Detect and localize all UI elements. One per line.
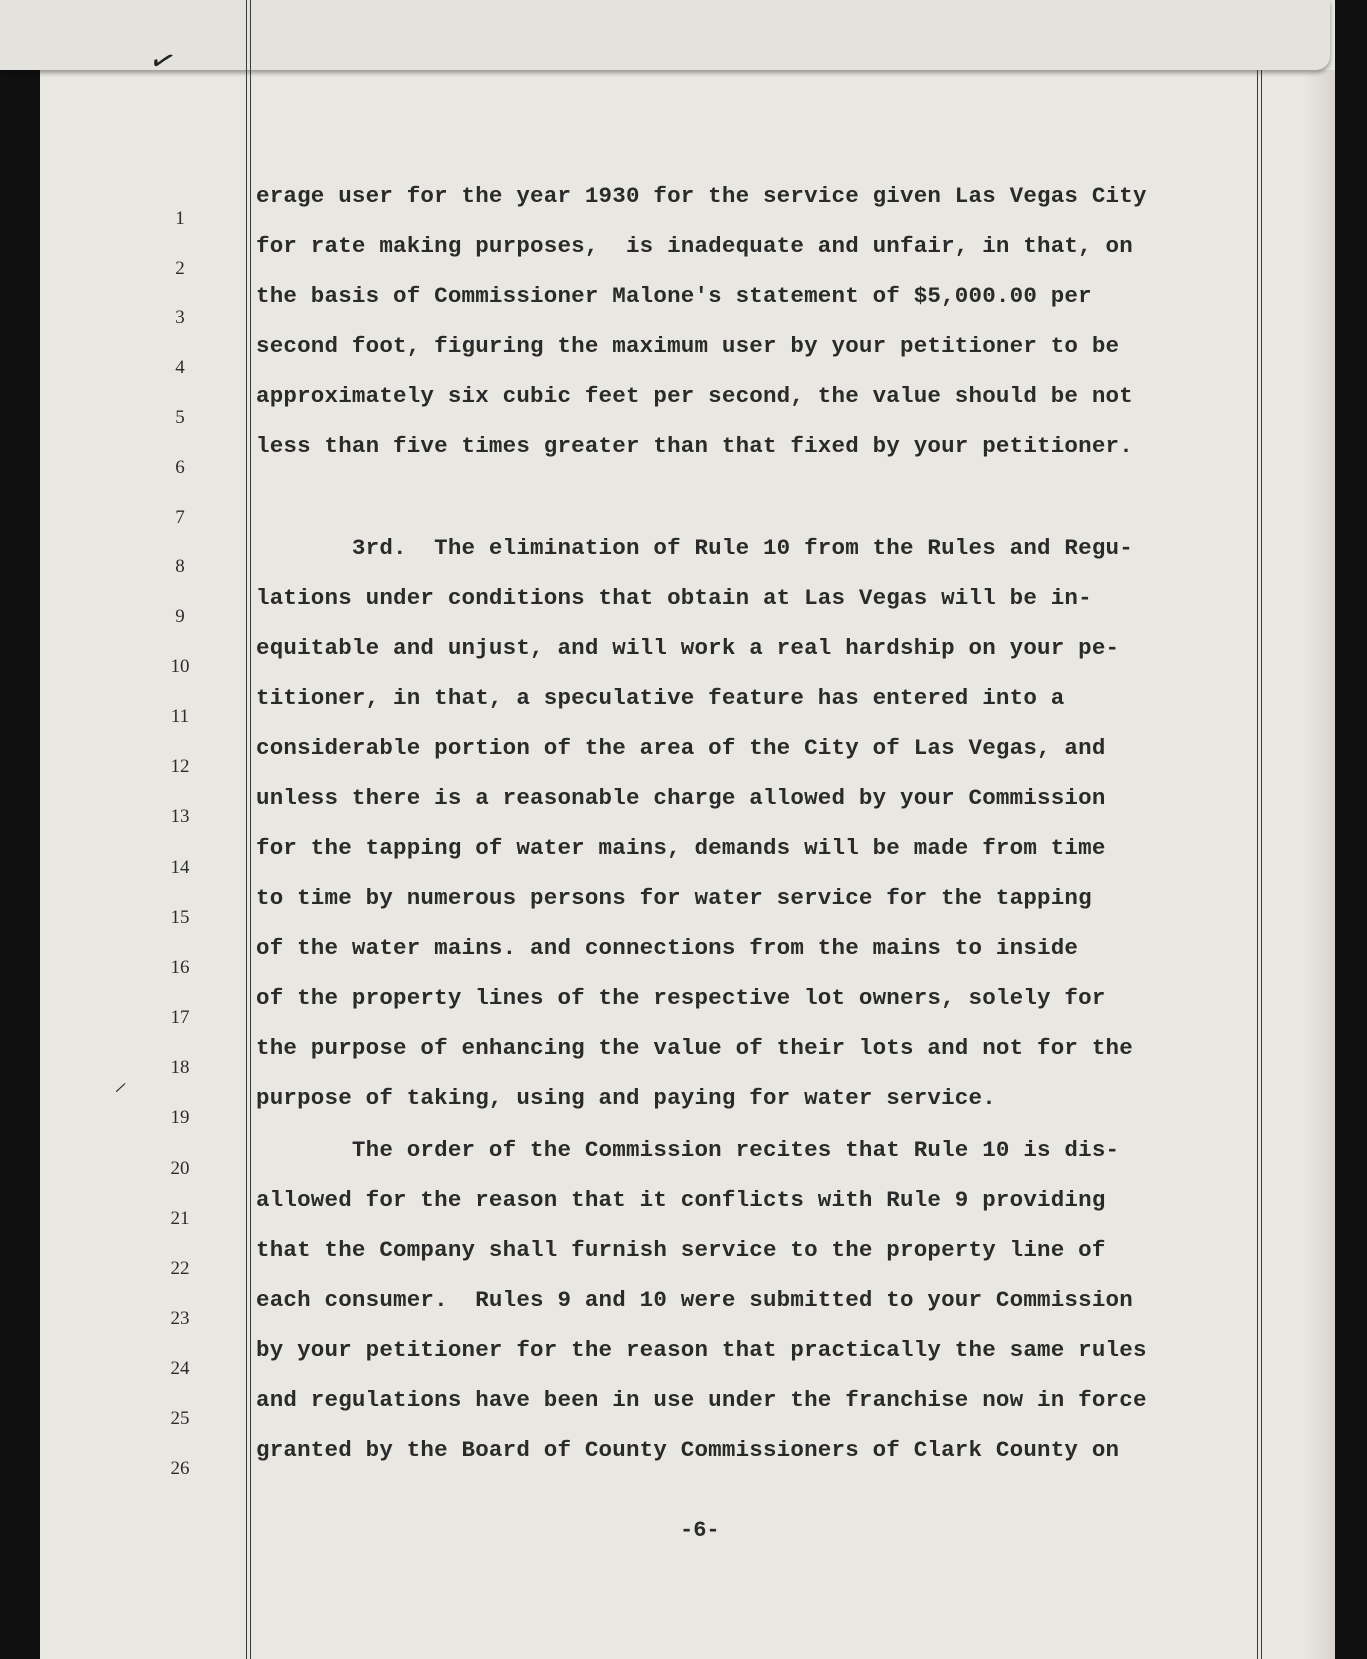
text-line: equitable and unjust, and will work a real hardship on your pe- xyxy=(256,635,1120,661)
handwritten-check-mark: ✓ xyxy=(144,40,181,83)
text-line: purpose of taking, using and paying for water service. xyxy=(256,1085,996,1111)
text-line: the basis of Commissioner Malone's statement of $5,000.00 per xyxy=(256,283,1092,309)
text-line: allowed for the reason that it conflicts with Rule 9 providing xyxy=(256,1187,1106,1213)
line-number: 4 xyxy=(175,357,185,378)
line-number: 20 xyxy=(170,1158,190,1179)
line-number: 12 xyxy=(170,756,190,777)
line-number: 19 xyxy=(170,1107,190,1128)
left-margin-rule xyxy=(246,0,247,1659)
page-number: -6- xyxy=(680,1518,720,1543)
line-number: 18 xyxy=(170,1057,190,1078)
line-number: 17 xyxy=(170,1007,190,1028)
text-line: by your petitioner for the reason that practically the same rules xyxy=(256,1337,1147,1363)
right-margin-rule xyxy=(1257,70,1258,1659)
text-line: approximately six cubic feet per second, the value should be not xyxy=(256,383,1133,409)
text-line: unless there is a reasonable charge allowed by your Commission xyxy=(256,785,1106,811)
text-line: The order of the Commission recites that Rule 10 is dis- xyxy=(256,1137,1120,1163)
text-line: and regulations have been in use under the franchise now in force xyxy=(256,1387,1147,1413)
text-line: of the property lines of the respective lot owners, solely for xyxy=(256,985,1106,1011)
line-number: 7 xyxy=(175,507,185,528)
line-number: 3 xyxy=(175,307,185,328)
line-number: 5 xyxy=(175,407,185,428)
text-line: to time by numerous persons for water service for the tapping xyxy=(256,885,1092,911)
text-line: of the water mains. and connections from the mains to inside xyxy=(256,935,1079,961)
line-number: 8 xyxy=(175,556,185,577)
line-number: 14 xyxy=(170,857,190,878)
line-number: 13 xyxy=(170,806,190,827)
text-line: lations under conditions that obtain at Las Vegas will be in- xyxy=(256,585,1092,611)
text-line: erage user for the year 1930 for the service given Las Vegas City xyxy=(256,183,1147,209)
left-margin-rule-inner xyxy=(250,0,251,1659)
text-line: second foot, figuring the maximum user by your petitioner to be xyxy=(256,333,1120,359)
text-line: 3rd. The elimination of Rule 10 from the Rules and Regu- xyxy=(256,535,1133,561)
line-number: 1 xyxy=(175,208,185,229)
line-number: 6 xyxy=(175,457,185,478)
line-number: 15 xyxy=(170,907,190,928)
pencil-mark: / xyxy=(114,1079,127,1097)
line-number: 23 xyxy=(170,1308,190,1329)
line-number: 16 xyxy=(170,957,190,978)
page-edge-shadow xyxy=(1305,70,1335,1659)
line-number: 22 xyxy=(170,1258,190,1279)
text-line: the purpose of enhancing the value of their lots and not for the xyxy=(256,1035,1133,1061)
right-margin-rule-outer xyxy=(1261,70,1262,1659)
line-number: 25 xyxy=(170,1408,190,1429)
text-line: granted by the Board of County Commissioners of Clark County on xyxy=(256,1437,1120,1463)
line-number: 9 xyxy=(175,606,185,627)
text-line: considerable portion of the area of the City of Las Vegas, and xyxy=(256,735,1106,761)
line-number: 24 xyxy=(170,1358,190,1379)
line-number: 26 xyxy=(170,1458,190,1479)
line-number: 21 xyxy=(170,1208,190,1229)
text-line: for the tapping of water mains, demands will be made from time xyxy=(256,835,1106,861)
previous-page-edge xyxy=(0,0,1330,70)
line-number: 11 xyxy=(170,706,190,727)
line-number: 10 xyxy=(170,656,190,677)
text-line: less than five times greater than that fixed by your petitioner. xyxy=(256,433,1133,459)
text-line: that the Company shall furnish service to the property line of xyxy=(256,1237,1106,1263)
text-line: for rate making purposes, is inadequate and unfair, in that, on xyxy=(256,233,1133,259)
text-line: each consumer. Rules 9 and 10 were submitted to your Commission xyxy=(256,1287,1133,1313)
line-number: 2 xyxy=(175,258,185,279)
text-line: titioner, in that, a speculative feature has entered into a xyxy=(256,685,1065,711)
